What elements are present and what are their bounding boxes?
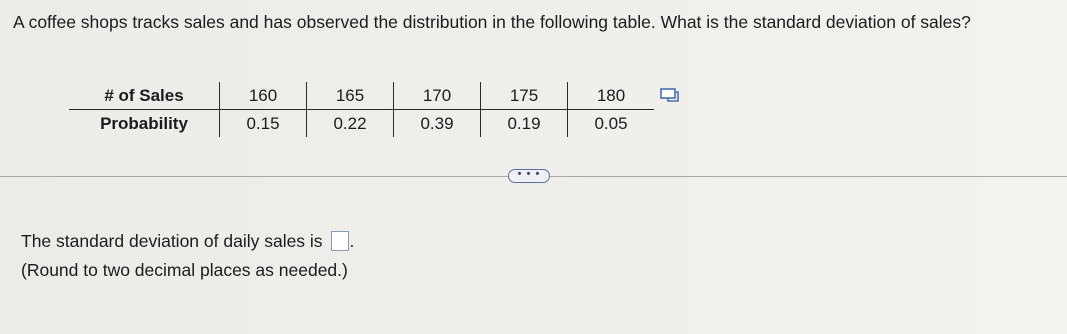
table-row-sales bbox=[69, 82, 654, 110]
probability-cell: 0.15 bbox=[220, 110, 307, 138]
answer-period: . bbox=[349, 231, 355, 251]
rounding-note: (Round to two decimal places as needed.) bbox=[21, 260, 348, 280]
answer-line bbox=[21, 229, 354, 253]
probability-cell: 0.19 bbox=[481, 110, 568, 138]
sales-cell: 160 bbox=[220, 82, 307, 110]
table-row-probability bbox=[69, 110, 654, 138]
answer-prompt: The standard deviation of daily sales is bbox=[21, 231, 323, 251]
copy-table-icon[interactable] bbox=[660, 88, 680, 104]
probability-cell: 0.22 bbox=[307, 110, 394, 138]
sales-cell: 170 bbox=[394, 82, 481, 110]
row-header-probability: Probability bbox=[69, 110, 220, 138]
answer-input[interactable] bbox=[331, 231, 349, 251]
sales-cell: 175 bbox=[481, 82, 568, 110]
sales-cell: 165 bbox=[307, 82, 394, 110]
sales-cell: 180 bbox=[568, 82, 655, 110]
row-header-sales: # of Sales bbox=[69, 82, 220, 110]
expand-more-button[interactable]: • • • bbox=[508, 169, 550, 183]
question-text: A coffee shops tracks sales and has observed the distribution in the following table. What is the standard deviation of sales? bbox=[13, 12, 971, 32]
probability-cell: 0.39 bbox=[394, 110, 481, 138]
distribution-table bbox=[69, 82, 654, 137]
probability-cell: 0.05 bbox=[594, 113, 628, 133]
